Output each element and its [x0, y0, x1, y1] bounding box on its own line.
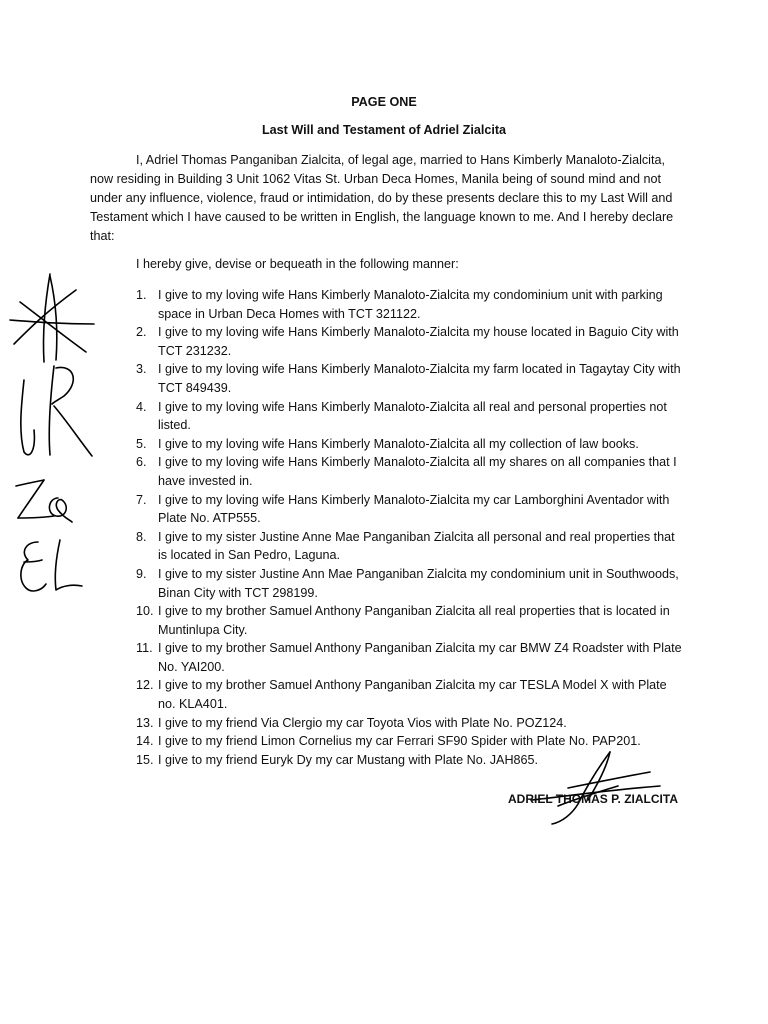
list-item: [136, 639, 684, 676]
list-item-text: I give to my sister Justine Ann Mae Panganiban Zialcita my condominium unit in Southwoods, Binan City with TCT 298199.: [158, 566, 679, 600]
list-item-text: I give to my loving wife Hans Kimberly Manaloto-Zialcita all real and personal properties not listed.: [158, 399, 667, 433]
list-item: [136, 491, 684, 528]
list-item-number: 2.: [136, 325, 147, 340]
list-item-number: 10.: [136, 604, 154, 619]
margin-signature-star: [6, 272, 96, 367]
list-item-number: 3.: [136, 362, 147, 377]
list-item: [136, 676, 684, 713]
list-item: [136, 565, 684, 602]
list-item-number: 8.: [136, 529, 147, 544]
list-item-text: I give to my brother Samuel Anthony Panganiban Zialcita all real properties that is located in Muntinlupa City.: [158, 604, 670, 637]
list-item-text: I give to my loving wife Hans Kimberly Manaloto-Zialcita my house located in Baguio City with TCT 231232.: [158, 325, 679, 358]
bequest-list: [136, 286, 684, 769]
list-item: [136, 453, 684, 490]
list-item: [136, 360, 684, 397]
intro-paragraph: I, Adriel Thomas Panganiban Zialcita, of legal age, married to Hans Kimberly Manaloto-Zialcita, now residing in Building 3 Unit 1062 Vitas St. Urban Deca Homes, Manila being of sound mind and not under any influence, violence, fraud or intimidation, do by these presents declare this to my Last Will and Testament which I have caused to be written in English, the language known to me. And I hereby declare that:: [90, 153, 674, 243]
list-item-number: 7.: [136, 492, 147, 507]
list-item-text: I give to my loving wife Hans Kimberly Manaloto-Zialcita my car Lamborghini Aventador with Plate No. ATP555.: [158, 492, 670, 526]
list-item: [136, 398, 684, 435]
list-item-text: I give to my brother Samuel Anthony Panganiban Zialcita my car TESLA Model X with Plate no. KLA401.: [158, 678, 667, 712]
list-item-text: I give to my brother Samuel Anthony Panganiban Zialcita my car BMW Z4 Roadster with Plate No. YAI200.: [158, 641, 682, 674]
document-title: Last Will and Testament of Adriel Zialcita: [261, 123, 507, 137]
signer-name: ADRIEL THOMAS P. ZIALCITA: [507, 792, 678, 806]
list-item-text: I give to my friend Euryk Dy my car Mustang with Plate No. JAH865.: [158, 752, 539, 767]
list-item: [136, 714, 684, 733]
list-item-number: 11.: [136, 641, 153, 656]
list-item-text: I give to my loving wife Hans Kimberly Manaloto-Zialcita my farm located in Tagaytay City with TCT 849439.: [158, 362, 681, 395]
list-item-text: I give to my friend Via Clergio my car Toyota Vios with Plate No. POZ124.: [158, 715, 567, 730]
list-item: [136, 435, 684, 454]
list-item-number: 5.: [136, 436, 147, 451]
list-item: [136, 751, 684, 770]
list-item-number: 6.: [136, 455, 147, 470]
list-item-text: I give to my loving wife Hans Kimberly Manaloto-Zialcita my condominium unit with parking space in Urban Deca Homes with TCT 321122.: [158, 288, 663, 321]
list-item-text: I give to my loving wife Hans Kimberly Manaloto-Zialcita all my shares on all companies that I have invested in.: [158, 455, 677, 488]
list-item-number: 15.: [136, 752, 154, 767]
list-item-number: 9.: [136, 566, 147, 581]
list-item-number: 4.: [136, 399, 147, 414]
list-item: [136, 286, 684, 323]
list-item: [136, 528, 684, 565]
list-item: [136, 602, 684, 639]
list-item-number: 13.: [136, 715, 154, 730]
list-item-number: 12.: [136, 678, 154, 693]
list-item-text: I give to my loving wife Hans Kimberly Manaloto-Zialcita all my collection of law books.: [158, 436, 639, 451]
lead-sentence: I hereby give, devise or bequeath in the following manner:: [136, 257, 459, 271]
margin-signature-el: [16, 538, 86, 598]
margin-signature-zq: [14, 478, 74, 526]
page-label: PAGE ONE: [351, 95, 417, 109]
list-item: [136, 732, 684, 751]
margin-signature-hk: [14, 360, 96, 460]
list-item-number: 14.: [136, 734, 154, 749]
list-item: [136, 323, 684, 360]
list-item-text: I give to my sister Justine Anne Mae Panganiban Zialcita all personal and real properties that is located in San Pedro, Laguna.: [158, 529, 675, 563]
list-item-number: 1.: [136, 288, 147, 302]
list-item-text: I give to my friend Limon Cornelius my car Ferrari SF90 Spider with Plate No. PAP201.: [158, 734, 641, 749]
